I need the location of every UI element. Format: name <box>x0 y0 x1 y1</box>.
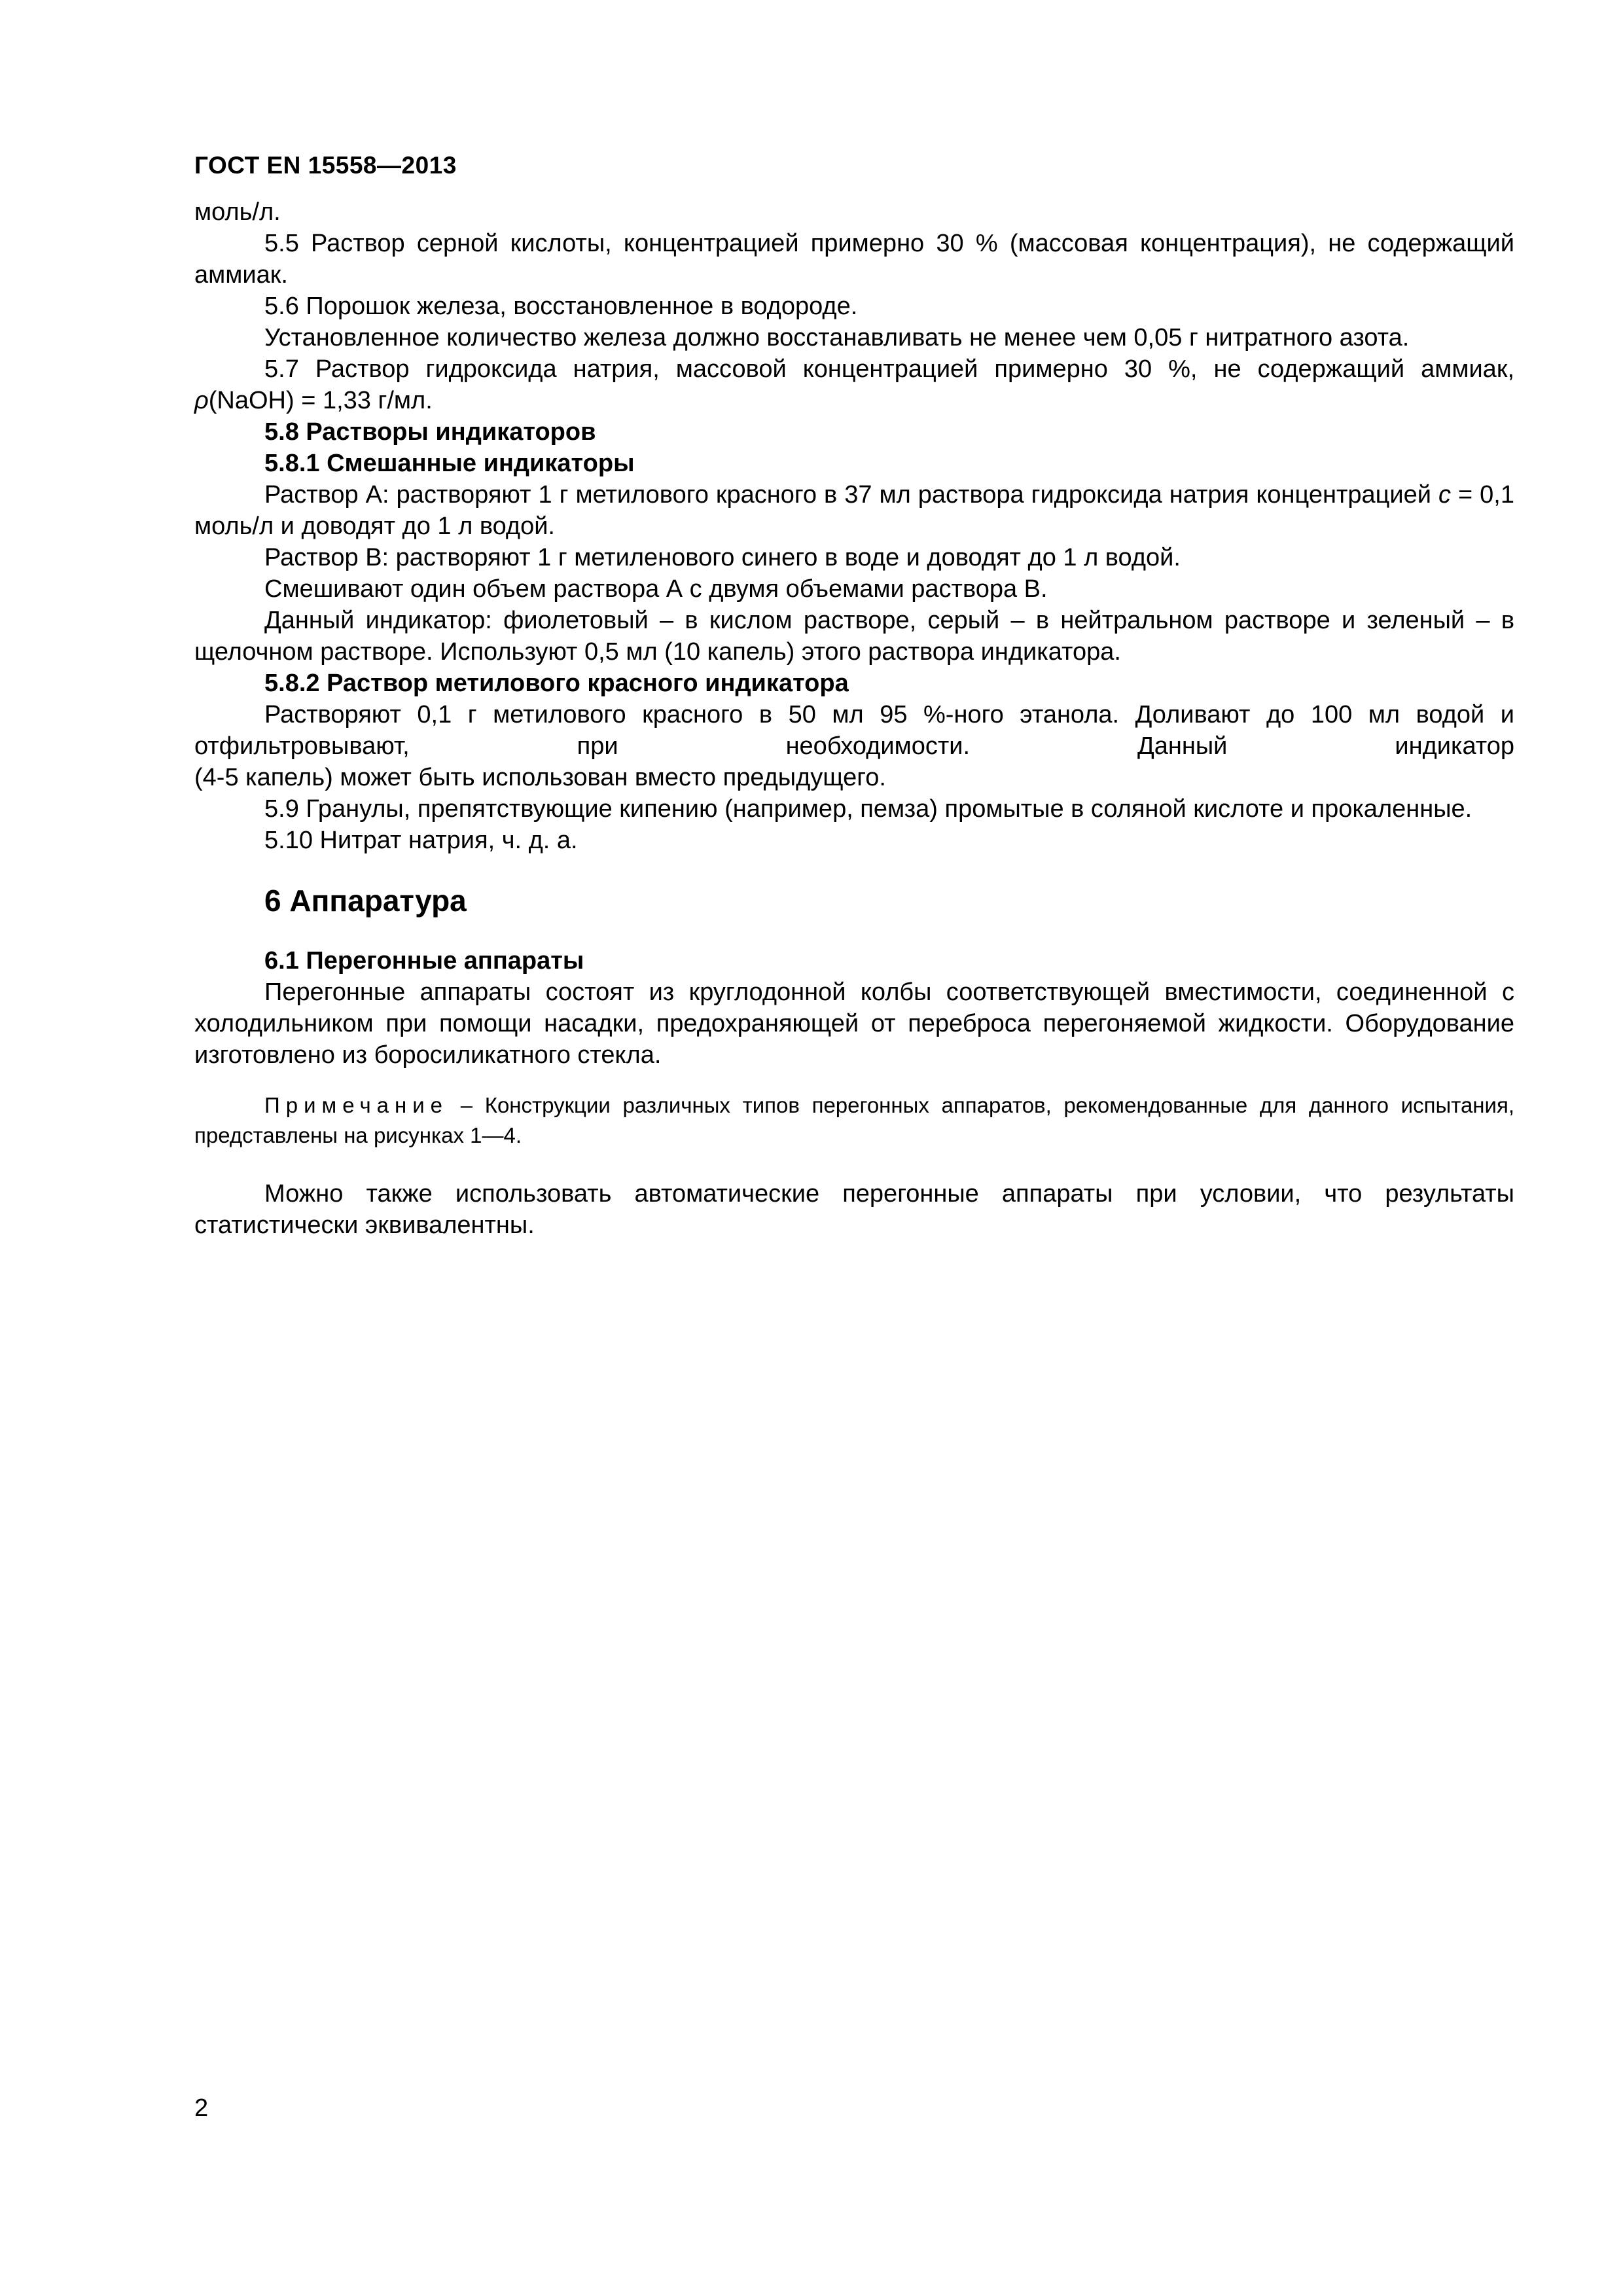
document-body <box>194 196 1514 1241</box>
clause-5-9: 5.9 Гранулы, препятствующие кипению (например, пемза) промытые в соляной кислоте и прокаленные. <box>264 795 1472 823</box>
text-span: 5.7 Раствор гидроксида натрия, массовой концентрацией примерно 30 %, не содержащий аммиак, <box>264 355 1514 383</box>
paragraph: Данный индикатор: фиолетовый – в кислом растворе, серый – в нейтральном растворе и зеленый – в щелочном растворе. Используют 0,5 мл (10 капель) этого раствора индикатора. <box>194 607 1514 666</box>
paragraph: Можно также использовать автоматические перегонные аппараты при условии, что результаты статистически эквивалентны. <box>194 1180 1514 1239</box>
clause-5-7 <box>194 353 1514 416</box>
clause-5-6: 5.6 Порошок железа, восстановленное в водороде. <box>264 293 858 320</box>
standard-header: ГОСТ EN 15558—2013 <box>194 152 457 179</box>
text-span: = 0,1 моль/л и доводят до 1 л водой. <box>194 481 1514 540</box>
note-label: Примечание <box>264 1093 449 1117</box>
solution-a-paragraph <box>194 479 1514 542</box>
note <box>194 1090 1514 1151</box>
paragraph: моль/л. <box>194 198 281 226</box>
c-symbol: c <box>1438 481 1451 509</box>
paragraph: Смешивают один объем раствора А с двумя объемами раствора В. <box>264 575 1048 603</box>
text-span: Раствор А: растворяют 1 г метилового красного в 37 мл раствора гидроксида натрия концентрацией <box>264 481 1438 509</box>
clause-6-1-heading: 6.1 Перегонные аппараты <box>264 947 584 975</box>
clause-5-5: 5.5 Раствор серной кислоты, концентрацией примерно 30 % (массовая концентрация), не содержащий аммиак. <box>194 230 1514 289</box>
clause-5-8-1-heading: 5.8.1 Смешанные индикаторы <box>264 450 635 477</box>
paragraph: Установленное количество железа должно восстанавливать не менее чем 0,05 г нитратного азота. <box>264 324 1410 351</box>
page-number: 2 <box>194 2094 209 2122</box>
clause-5-8-2-heading: 5.8.2 Раствор метилового красного индикатора <box>264 670 849 697</box>
section-6-heading: 6 Аппаратура <box>264 884 467 918</box>
clause-5-8-heading: 5.8 Растворы индикаторов <box>264 418 596 446</box>
note-text: – Конструкции различных типов перегонных аппаратов, рекомендованные для данного испытания, представлены на рисунках 1—4. <box>194 1093 1514 1147</box>
text-span: (NaOH) = 1,33 г/мл. <box>208 387 433 414</box>
paragraph: Растворяют 0,1 г метилового красного в 50 мл 95 %-ного этанола. Доливают до 100 мл водой и отфильтровывают, при необходимости. Данный индикатор <box>194 701 1514 760</box>
rho-symbol: ρ <box>194 387 209 414</box>
clause-5-10: 5.10 Нитрат натрия, ч. д. а. <box>264 827 578 854</box>
solution-b-paragraph: Раствор В: растворяют 1 г метиленового синего в воде и доводят до 1 л водой. <box>264 544 1181 571</box>
paragraph: (4-5 капель) может быть использован вместо предыдущего. <box>194 764 886 791</box>
paragraph: Перегонные аппараты состоят из круглодонной колбы соответствующей вместимости, соединенной с холодильником при помощи насадки, предохраняющей от переброса перегоняемой жидкости. Оборудование изготовлено из боросиликатного стекла. <box>194 978 1514 1069</box>
